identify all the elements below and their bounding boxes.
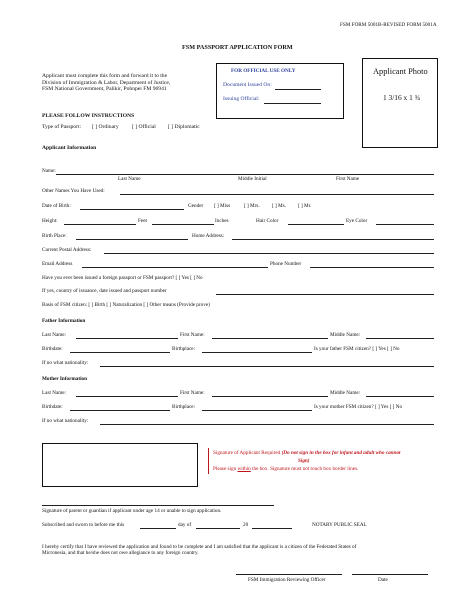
middle-initial-caption: Middle Initial xyxy=(238,176,267,182)
notary-seal: NOTARY PUBLIC SEAL xyxy=(312,522,367,528)
page-title: FSM PASSPORT APPLICATION FORM xyxy=(182,44,293,51)
mother-last-field[interactable] xyxy=(76,396,178,397)
eye-color-field[interactable] xyxy=(376,224,434,225)
height-inches-field[interactable] xyxy=(152,224,214,225)
father-first-field[interactable] xyxy=(212,338,328,339)
name-label: Name: xyxy=(42,168,56,174)
father-last-label: Last Name: xyxy=(42,332,67,338)
signature-marker xyxy=(208,448,209,474)
sworn-day-field[interactable] xyxy=(140,528,176,529)
officer-date-field[interactable] xyxy=(352,574,428,575)
day-of-label: day of xyxy=(178,522,192,528)
mother-birthdate-field[interactable] xyxy=(70,410,170,411)
officer-signature-field[interactable] xyxy=(236,574,342,575)
officer-date-label: Date xyxy=(378,577,388,583)
form-id: FSM FORM 5001B-REVISED FORM 5001A xyxy=(340,22,437,28)
height-label: Height: xyxy=(42,218,58,224)
gender-label: Gender xyxy=(188,203,204,209)
birth-place-field[interactable] xyxy=(76,239,188,240)
mother-heading: Mother Information xyxy=(42,376,88,382)
father-birthdate-label: Birthdate: xyxy=(42,346,63,352)
other-names-label: Other Names You Have Used: xyxy=(42,188,105,194)
eye-color-label: Eye Color xyxy=(346,218,368,224)
passport-type-official[interactable]: [ ] Official xyxy=(132,124,156,130)
officer-label: FSM Immigration Reviewing Officer xyxy=(248,577,326,583)
height-feet-field[interactable] xyxy=(64,224,136,225)
sworn-year-field[interactable] xyxy=(252,528,292,529)
father-nationality-label: If no what nationality: xyxy=(42,360,89,366)
issuing-official-field[interactable] xyxy=(264,103,321,104)
last-name-caption: Last Name xyxy=(118,176,141,182)
mother-first-field[interactable] xyxy=(212,396,328,397)
title-ms[interactable]: [ ] Ms. xyxy=(272,203,286,209)
birth-place-label: Birth Place: xyxy=(42,233,67,239)
sworn-text: Subscribed and sworn to before me this xyxy=(42,522,125,528)
prior-passport[interactable]: Have you ever been issued a foreign passport or FSM passport? [ ] Yes [ ] No xyxy=(42,275,203,281)
guardian-signature-field[interactable] xyxy=(42,505,274,506)
mother-birthplace-label: Birthplace: xyxy=(172,404,196,410)
prior-details-field[interactable] xyxy=(216,294,434,295)
passport-type-ordinary[interactable]: [ ] Ordinary xyxy=(92,124,119,130)
signature-note: Signature of Applicant Required (Do not sign in the box for infant and adult who cannot xyxy=(213,450,401,456)
first-name-caption: First Name xyxy=(336,176,360,182)
father-birthplace-label: Birthplace: xyxy=(172,346,196,352)
photo-size: 1 3/16 x 1 ¾ xyxy=(383,93,421,102)
certification-text: I hereby certify that I have reviewed the application and found to be complete and I am satisfied that the applicant is a citizen of the Federated States of Micronesia, and that he/she does not owe allegiance to any foreign country. xyxy=(42,544,357,557)
mother-last-label: Last Name: xyxy=(42,390,67,396)
phone-field[interactable] xyxy=(310,267,434,268)
intro-text: Applicant must complete this form and forward it to the Division of Immigration & Labor, Department of Justice, FSM National Government, Palikir, Pohnpei FM 96941 xyxy=(42,73,171,92)
father-heading: Father Information xyxy=(42,318,86,324)
postal-field[interactable] xyxy=(104,253,434,254)
mother-citizen[interactable]: Is your mother FSM citizen? [ ] Yes [ ] No xyxy=(314,404,403,410)
prior-details-label: If yes, country of issuance, date issued and passport number xyxy=(42,288,167,294)
sworn-month-field[interactable] xyxy=(196,528,240,529)
citizenship-basis[interactable]: Basis of FSM citizen: [ ] Birth [ ] Naturalization [ ] Other means (Provide prove) xyxy=(42,302,210,308)
phone-label: Phone Number xyxy=(270,261,302,267)
document-issued-field[interactable] xyxy=(275,89,321,90)
mother-middle-label: Middle Name: xyxy=(330,390,361,396)
hair-color-label: Hair Color xyxy=(256,218,279,224)
mother-birthdate-label: Birthdate: xyxy=(42,404,63,410)
mother-nationality-label: If no what nationality: xyxy=(42,418,89,424)
title-mr[interactable]: [ ] Mr. xyxy=(298,203,312,209)
title-miss[interactable]: [ ] Miss xyxy=(214,203,231,209)
father-citizen[interactable]: Is your father FSM citizen? [ ] Yes [ ] No xyxy=(314,346,400,352)
guardian-label: Signature of parent or guardian if applicant under age 14 or unable to sign application. xyxy=(42,508,222,514)
father-birthplace-field[interactable] xyxy=(202,352,312,353)
photo-label: Applicant Photo xyxy=(373,67,428,76)
title-mrs[interactable]: [ ] Mrs. xyxy=(244,203,260,209)
document-issued-label: Document Issued On: xyxy=(223,82,272,88)
inches-label: Inches xyxy=(215,218,229,224)
passport-type-label: Type of Passport: xyxy=(42,124,82,130)
dob-label: Date of Birth: xyxy=(42,203,71,209)
other-names-field[interactable] xyxy=(120,194,434,195)
postal-label: Current Postal Address: xyxy=(42,247,92,253)
father-first-label: First Name: xyxy=(180,332,205,338)
instructions: PLEASE FOLLOW INSTRUCTIONS xyxy=(42,113,135,119)
mother-first-label: First Name: xyxy=(180,390,205,396)
official-use-box xyxy=(216,63,344,119)
mother-nationality-field[interactable] xyxy=(100,424,434,425)
email-label: Email Address xyxy=(42,261,73,267)
feet-label: Feet xyxy=(138,218,147,224)
mother-birthplace-field[interactable] xyxy=(202,410,312,411)
hair-color-field[interactable] xyxy=(288,224,344,225)
official-use-heading: FOR OFFICIAL USE ONLY xyxy=(231,68,296,74)
father-last-field[interactable] xyxy=(76,338,178,339)
signature-box[interactable] xyxy=(42,443,198,487)
signature-instruction: Please sign within the box. Signature must not touch box border lines. xyxy=(213,466,359,472)
father-birthdate-field[interactable] xyxy=(70,352,170,353)
passport-type-diplomatic[interactable]: [ ] Diplomatic xyxy=(168,124,200,130)
section-applicant: Applicant Information xyxy=(42,145,97,151)
name-field[interactable] xyxy=(56,174,434,175)
signature-note-cont: Sign) xyxy=(298,458,310,464)
photo-box[interactable] xyxy=(362,58,438,148)
father-middle-field[interactable] xyxy=(366,338,434,339)
year-label: 20 xyxy=(243,522,249,528)
issuing-official-label: Issuing Official: xyxy=(223,96,260,102)
email-field[interactable] xyxy=(82,267,268,268)
dob-field[interactable] xyxy=(80,209,184,210)
father-middle-label: Middle Name: xyxy=(330,332,361,338)
mother-middle-field[interactable] xyxy=(366,396,434,397)
home-address-field[interactable] xyxy=(232,239,434,240)
home-address-label: Home Address: xyxy=(192,233,225,239)
father-nationality-field[interactable] xyxy=(100,366,434,367)
